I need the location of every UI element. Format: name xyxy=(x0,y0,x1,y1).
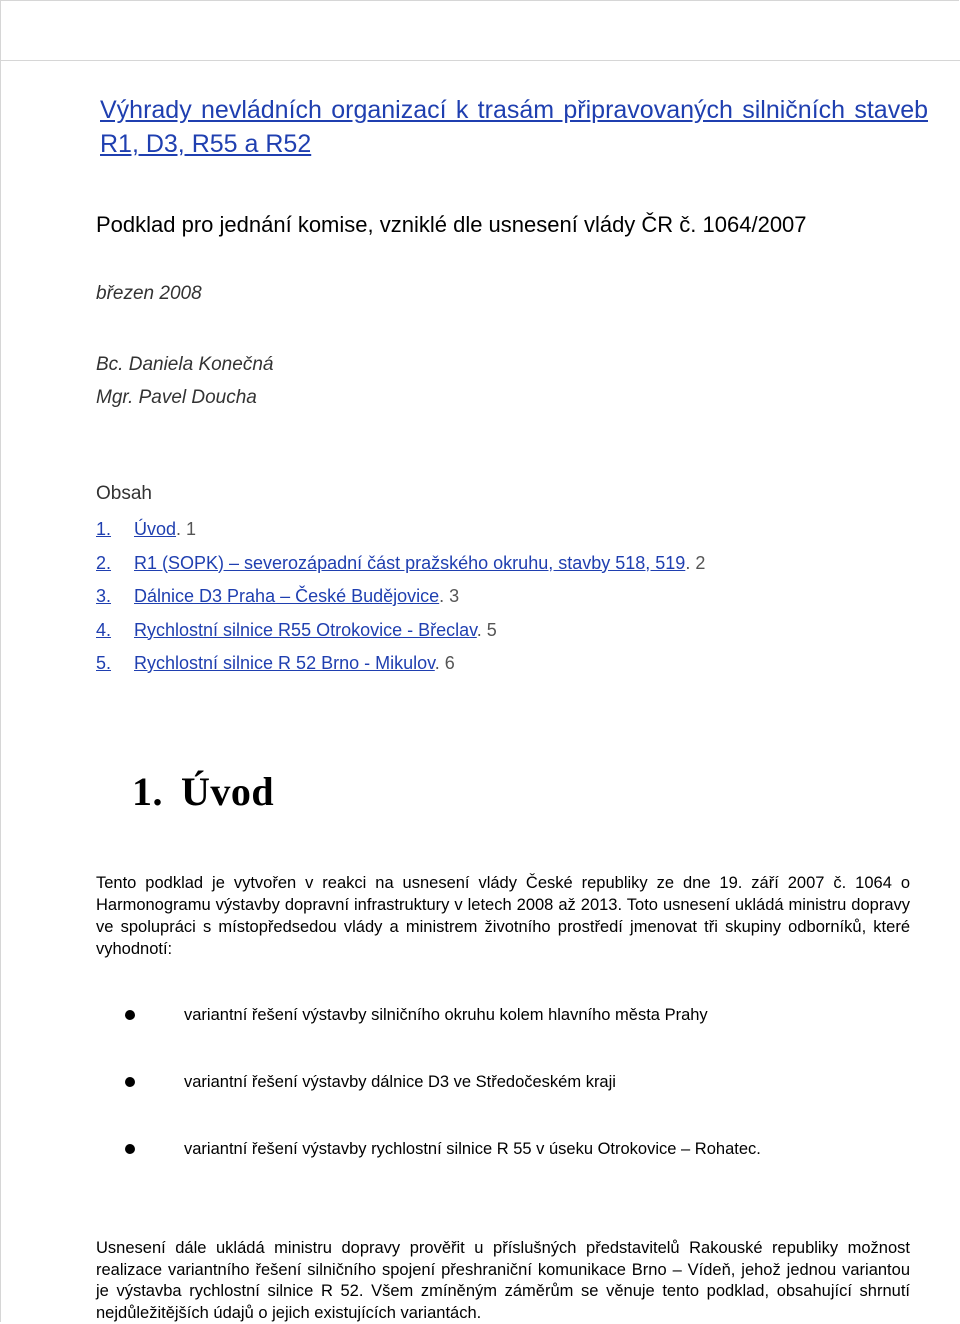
toc-item-r55 xyxy=(96,616,705,650)
section-title: Úvod xyxy=(181,769,275,814)
document-subtitle: Podklad pro jednání komise, vzniklé dle usnesení vlády ČR č. 1064/2007 xyxy=(96,212,807,237)
list-item-text: variantní řešení výstavby silničního okruhu kolem hlavního města Prahy xyxy=(184,1006,708,1024)
toc-item-page: . 1 xyxy=(176,519,197,539)
header-divider xyxy=(0,60,960,61)
list-item xyxy=(96,1134,910,1201)
toc-item-page: . 6 xyxy=(434,653,455,673)
toc-item-link[interactable]: Rychlostní silnice R 52 Brno - Mikulov xyxy=(134,653,435,673)
list-item xyxy=(96,1000,910,1067)
bullet-icon xyxy=(125,1010,135,1020)
author-name: Bc. Daniela Konečná xyxy=(96,354,274,375)
table-of-contents xyxy=(96,515,705,683)
list-item-text: variantní řešení výstavby dálnice D3 ve Středočeském kraji xyxy=(184,1073,616,1091)
toc-item-number[interactable]: 5. xyxy=(96,653,112,673)
toc-item-d3 xyxy=(96,582,705,616)
toc-item-number[interactable]: 3. xyxy=(96,586,112,606)
toc-item-page: . 5 xyxy=(476,619,497,640)
bullet-list xyxy=(96,1000,910,1201)
toc-item-r52 xyxy=(96,649,705,683)
section-number: 1. xyxy=(132,769,163,814)
toc-item-page: . 3 xyxy=(439,586,460,606)
toc-item-number[interactable]: 4. xyxy=(96,619,112,640)
toc-item-link[interactable]: Dálnice D3 Praha – České Budějovice xyxy=(134,586,440,606)
bullet-icon xyxy=(125,1077,135,1087)
toc-item-number[interactable]: 1. xyxy=(96,519,112,539)
toc-item-number[interactable]: 2. xyxy=(96,552,112,573)
toc-item-r1 xyxy=(96,549,705,583)
toc-item-link[interactable]: R1 (SOPK) – severozápadní část pražského okruhu, stavby 518, 519 xyxy=(134,552,686,573)
section-heading xyxy=(132,768,274,815)
list-item xyxy=(96,1067,910,1134)
document-title[interactable]: Výhrady nevládních organizací k trasám připravovaných silničních staveb R1, D3, R55 a R52 xyxy=(100,96,928,158)
author-name: Mgr. Pavel Doucha xyxy=(96,387,257,408)
closing-paragraph: Usnesení dále ukládá ministru dopravy prověřit u příslušných představitelů Rakouské republiky možnost realizace variantního řešení silničního spojení přeshraniční komunikace Brno – Vídeň, jehož jednou variantou je výstavba rychlostní silnice R 52. Všem zmíněným záměrům se věnuje tento podklad, obsahující shrnutí nejdůležitějších údajů o jejich existujících variantách. xyxy=(96,1239,910,1322)
list-item-text: variantní řešení výstavby rychlostní silnice R 55 v úseku Otrokovice – Rohatec. xyxy=(184,1140,761,1158)
toc-item-link[interactable]: Úvod xyxy=(134,519,177,539)
intro-paragraph: Tento podklad je vytvořen v reakci na usnesení vlády České republiky ze dne 19. září 2007 č. 1064 o Harmonogramu výstavby dopravní infrastruktury v letech 2008 až 2013. Toto usnesení ukládá ministru dopravy ve spolupráci s místopředsedou vlády a ministrem životního prostředí jmenovat tři skupiny odborníků, které vyhodnotí: xyxy=(96,874,910,958)
toc-item-uvod xyxy=(96,515,705,549)
authors xyxy=(96,348,273,414)
toc-item-link[interactable]: Rychlostní silnice R55 Otrokovice - Břeclav xyxy=(134,619,477,640)
toc-item-page: . 2 xyxy=(685,552,706,573)
bullet-icon xyxy=(125,1144,135,1154)
toc-heading: Obsah xyxy=(96,483,152,504)
document-date: březen 2008 xyxy=(96,283,202,304)
